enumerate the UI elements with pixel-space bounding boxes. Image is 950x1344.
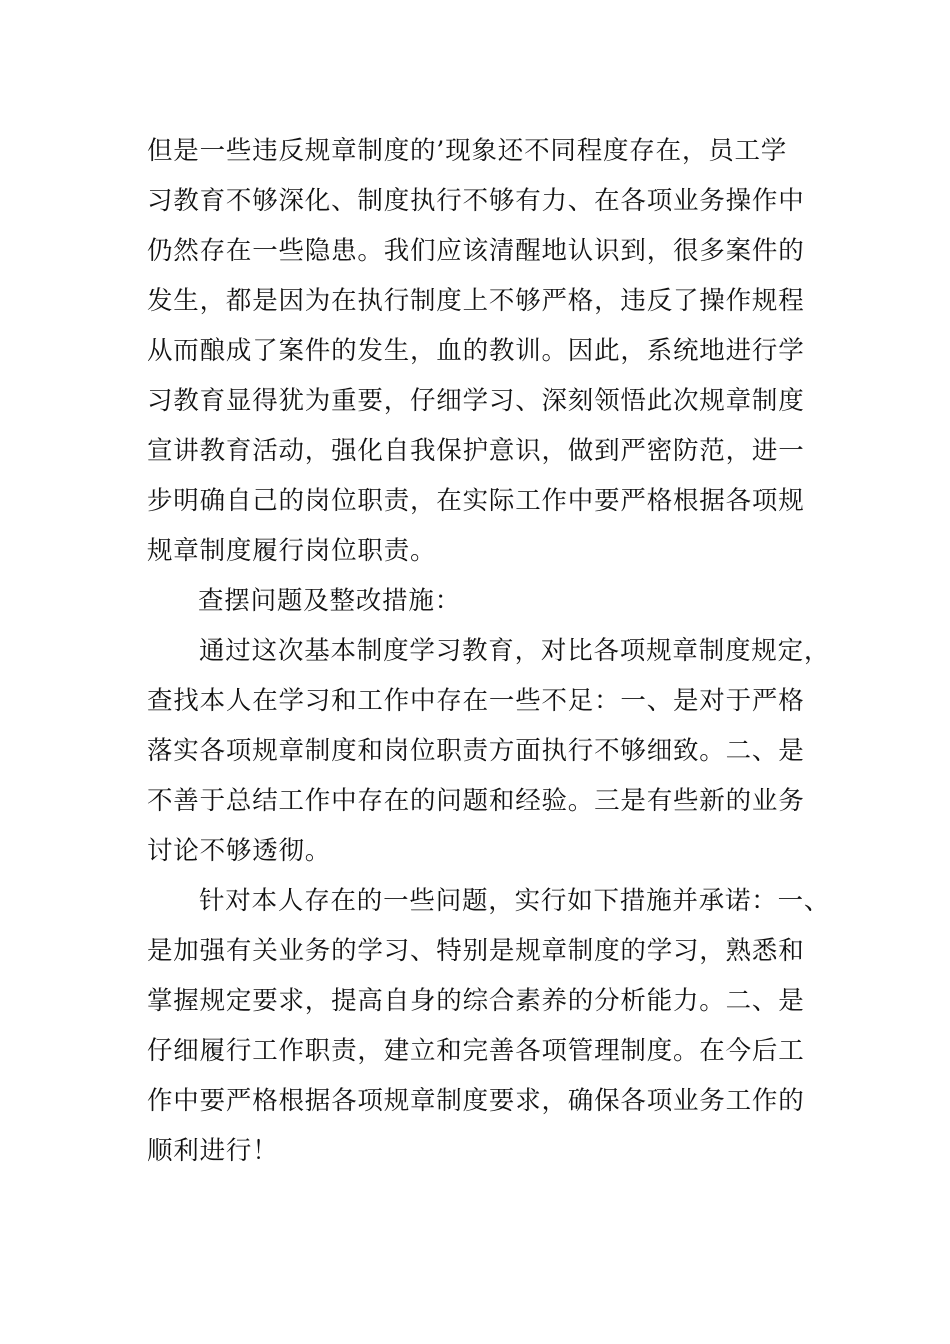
text-line: 作中要严格根据各项规章制度要求，确保各项业务工作的 <box>147 1086 805 1116</box>
document-body <box>147 126 831 1176</box>
text-line: 习教育不够深化、制度执行不够有力、在各项业务操作中 <box>147 186 805 216</box>
paragraph-measures <box>147 876 831 1176</box>
text-line: 顺利进行！ <box>147 1136 279 1166</box>
section-heading: 查摆问题及整改措施： <box>198 586 462 616</box>
paragraph-violations <box>147 126 827 576</box>
text-line: 步明确自己的岗位职责，在实际工作中要严格根据各项规 <box>147 486 805 516</box>
text-line: 习教育显得犹为重要，仔细学习、深刻领悟此次规章制度 <box>147 386 805 416</box>
paragraph-shortcomings <box>147 626 831 876</box>
text-line: 规章制度履行岗位职责。 <box>147 536 437 566</box>
text-line: 落实各项规章制度和岗位职责方面执行不够细致。二、是 <box>147 736 805 766</box>
text-line: 仍然存在一些隐患。我们应该清醒地认识到，很多案件的 <box>147 236 805 266</box>
text-line: 发生，都是因为在执行制度上不够严格，违反了操作规程 <box>147 286 805 316</box>
text-line: 是加强有关业务的学习、特别是规章制度的学习，熟悉和 <box>147 936 805 966</box>
text-line: 针对本人存在的一些问题，实行如下措施并承诺：一、 <box>199 886 831 916</box>
text-line: 讨论不够透彻。 <box>147 836 332 866</box>
text-line: 宣讲教育活动，强化自我保护意识，做到严密防范，进一 <box>147 436 805 466</box>
text-line: 仔细履行工作职责，建立和完善各项管理制度。在今后工 <box>147 1036 805 1066</box>
text-line: 从而酿成了案件的发生，血的教训。因此，系统地进行学 <box>147 336 805 366</box>
text-line: 查找本人在学习和工作中存在一些不足：一、是对于严格 <box>147 686 805 716</box>
text-line: 但是一些违反规章制度的’现象还不同程度存在，员工学 <box>147 136 788 166</box>
text-line: 通过这次基本制度学习教育，对比各项规章制度规定， <box>199 636 831 666</box>
text-line: 掌握规定要求，提高自身的综合素养的分析能力。二、是 <box>147 986 805 1016</box>
text-line: 不善于总结工作中存在的问题和经验。三是有些新的业务 <box>147 786 805 816</box>
